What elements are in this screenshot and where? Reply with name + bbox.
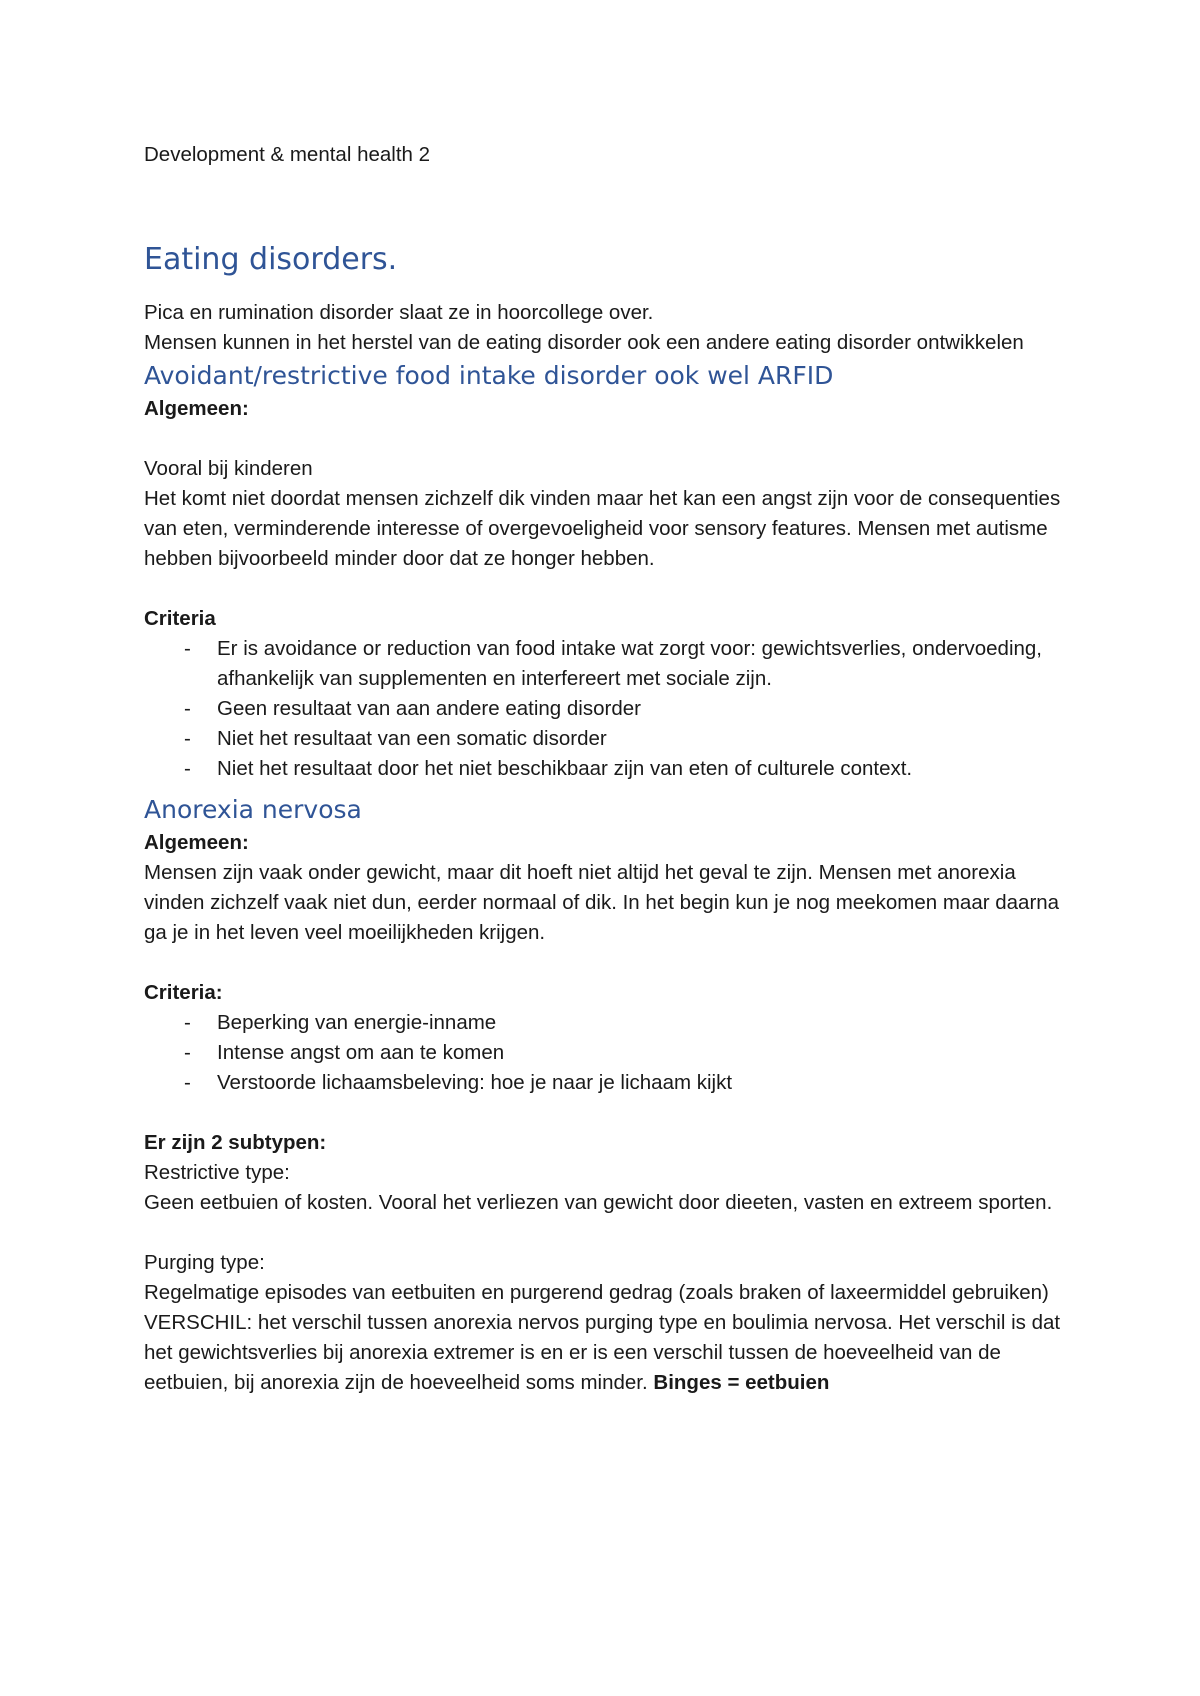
anorexia-criteria-label: Criteria: [144,981,223,1004]
arfid-general-label: Algemeen: [144,397,249,420]
arfid-general-line-1: Vooral bij kinderen [144,457,313,480]
dash-bullet: - [184,1041,191,1064]
list-item [144,724,1064,754]
list-item [144,694,1064,724]
heading-eating-disorders: Eating disorders. [144,242,398,277]
dash-bullet: - [184,757,191,780]
list-item [144,1038,1064,1068]
list-item [144,754,1064,784]
list-item [144,1068,1064,1098]
arfid-criteria-list [144,634,1064,784]
document-page [144,140,1064,1398]
arfid-general-line-2: Het komt niet doordat mensen zichzelf dik vinden maar het kan een angst zijn voor de consequenties van eten, verminderende interesse of overgevoeligheid voor sensory features. Mensen met autisme hebben bijvoorbeeld minder door dat ze honger hebben. [144,487,1061,570]
anorexia-general-label: Algemeen: [144,831,249,854]
anorexia-general-text: Mensen zijn vaak onder gewicht, maar dit hoeft niet altijd het geval te zijn. Mensen met anorexia vinden zichzelf vaak niet dun, eerder normaal of dik. In het begin kun je nog meekomen maar daarna ga je in het leven veel moeilijkheden krijgen. [144,861,1060,944]
list-item-text: Niet het resultaat van een somatic disorder [217,727,607,750]
list-item [144,1008,1064,1038]
difference-text: VERSCHIL: het verschil tussen anorexia nervos purging type en boulimia nervosa. Het verschil is dat het gewichtsverlies bij anorexia extremer is en er is een verschil tussen de hoeveelheid van de eetbuien, bij anorexia zijn de hoeveelheid soms minder. [144,1311,1061,1394]
difference-paragraph [144,1308,1064,1398]
dash-bullet: - [184,1071,191,1094]
purging-type-text: Regelmatige episodes van eetbuiten en purgerend gedrag (zoals braken of laxeermiddel gebruiken) [144,1281,1049,1304]
binges-definition: Binges = eetbuien [653,1371,830,1394]
list-item [144,634,1064,694]
intro-line-1: Pica en rumination disorder slaat ze in hoorcollege over. [144,301,654,324]
spacer [144,1098,1064,1128]
list-item-text: Beperking van energie-inname [217,1011,497,1034]
heading-arfid: Avoidant/restrictive food intake disorder ook wel ARFID [144,361,834,390]
spacer [144,1218,1064,1248]
heading-anorexia-nervosa: Anorexia nervosa [144,795,362,824]
dash-bullet: - [184,727,191,750]
purging-type-label: Purging type: [144,1251,265,1274]
dash-bullet: - [184,1011,191,1034]
spacer [144,948,1064,978]
list-item-text: Verstoorde lichaamsbeleving: hoe je naar je lichaam kijkt [217,1071,733,1094]
spacer [144,574,1064,604]
list-item-text: Geen resultaat van aan andere eating disorder [217,697,641,720]
restrictive-type-text: Geen eetbuien of kosten. Vooral het verliezen van gewicht door dieeten, vasten en extreem sporten. [144,1191,1053,1214]
dash-bullet: - [184,697,191,720]
document-title: Development & mental health 2 [144,143,431,166]
restrictive-type-label: Restrictive type: [144,1161,290,1184]
arfid-criteria-label: Criteria [144,607,216,630]
list-item-text: Intense angst om aan te komen [217,1041,505,1064]
spacer [144,424,1064,454]
list-item-text: Er is avoidance or reduction van food intake wat zorgt voor: gewichtsverlies, ondervoeding, afhankelijk van supplementen en interfereert met sociale zijn. [217,637,1043,690]
anorexia-criteria-list [144,1008,1064,1098]
intro-line-2: Mensen kunnen in het herstel van de eating disorder ook een andere eating disorder ontwikkelen [144,331,1024,354]
subtypes-label: Er zijn 2 subtypen: [144,1131,327,1154]
dash-bullet: - [184,637,191,660]
list-item-text: Niet het resultaat door het niet beschikbaar zijn van eten of culturele context. [217,757,913,780]
